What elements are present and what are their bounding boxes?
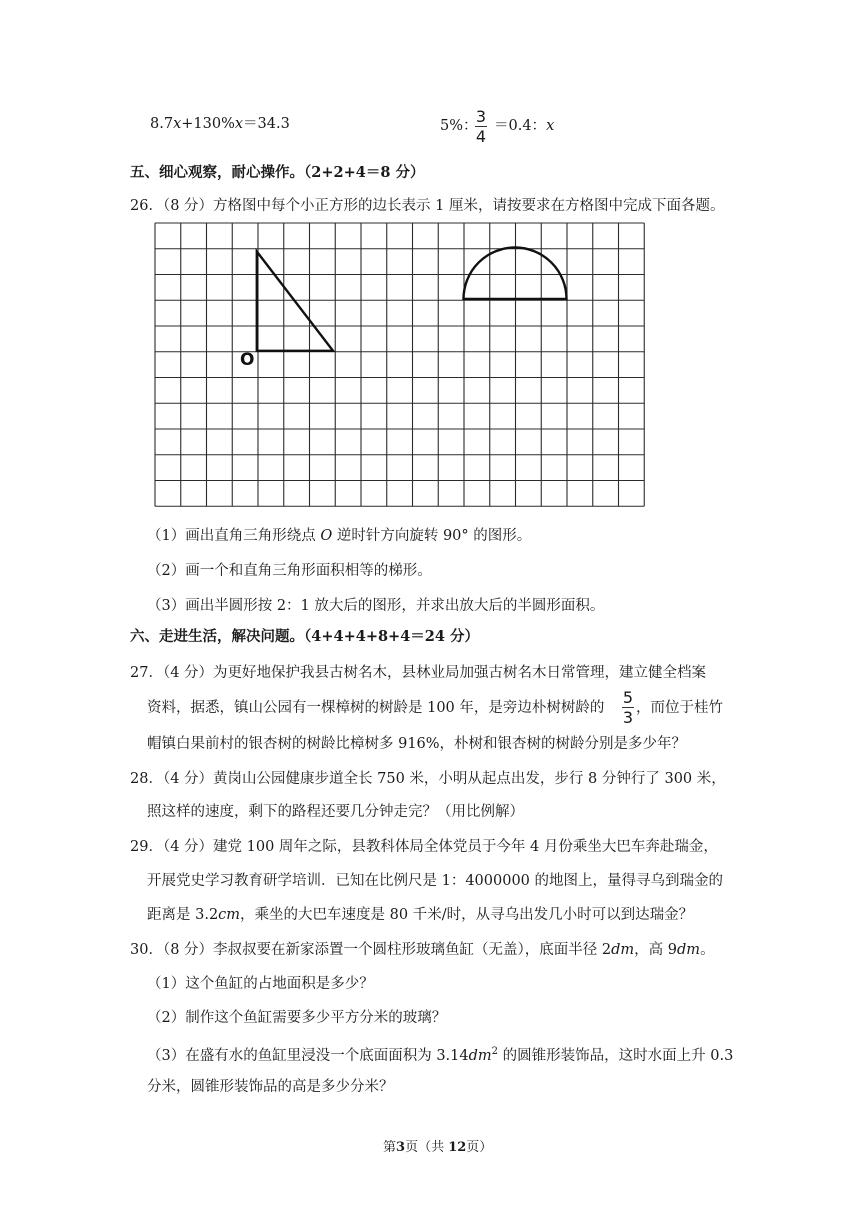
q27-line1: 27．（4 分）为更好地保护我县古树名木，县林业局加强古树名木日常管理，建立健全档案 [130,665,707,681]
section-6-title: 六、走进生活，解决问题。（4+4+4+8+4＝24 分） [130,628,480,645]
equation-1: 8.7x+130%x＝34.3 [150,116,290,132]
q26-sub1: （1）画出直角三角形绕点 O 逆时针方向旋转 90° 的图形。 [147,528,532,544]
q27-line2a: 资料，据悉，镇山公园有一棵樟树的树龄是 100 年，是旁边朴树树龄的 [147,700,605,716]
q30-sub3-cont: 分米，圆锥形装饰品的高是多少分米？ [147,1079,394,1095]
q27-fraction: 5 3 [622,688,634,727]
right-triangle [257,252,333,351]
q26-sub2: （2）画一个和直角三角形面积相等的梯形。 [147,563,432,579]
q30-line1: 30．（8 分）李叔叔要在新家添置一个圆柱形玻璃鱼缸（无盖），底面半径 2dm，高 9dm。 [130,942,715,958]
question-26-text: 26．（8 分）方格图中每个小正方形的边长表示 1 厘米，请按要求在方格图中完成下面各题。 [130,198,725,214]
page-footer: 第3页（共 12页） [383,1140,493,1155]
q28-line2: 照这样的速度，剩下的路程还要几分钟走完？（用比例解） [147,804,524,820]
q27-line2b: ，而位于桂竹 [636,700,723,716]
equation-2-suffix: ＝0.4：x [494,118,555,134]
origin-label: O [240,350,255,370]
equation-2-prefix: 5%： [440,118,478,134]
q30-sub2: （2）制作这个鱼缸需要多少平方分米的玻璃？ [147,1010,447,1026]
q28-line1: 28．（4 分）黄岗山公园健康步道全长 750 米，小明从起点出发，步行 8 分钟行了 300 米， [130,771,726,787]
section-5-title: 五、细心观察，耐心操作。（2+2+4＝8 分） [130,164,425,181]
q29-line2: 开展党史学习教育研学培训．已知在比例尺是 1：4000000 的地图上，量得寻乌到瑞金的 [147,873,724,889]
q29-line1: 29．（4 分）建党 100 周年之际，县教科体局全体党员于今年 4 月份乘坐大巴车奔赴瑞金， [130,839,718,855]
equation-2-fraction: 3 4 [475,107,487,146]
square-grid [155,223,644,506]
q29-line3: 距离是 3.2cm，乘坐的大巴车速度是 80 千米/时，从寻乌出发几小时可以到达瑞金？ [147,907,694,923]
q30-sub1: （1）这个鱼缸的占地面积是多少？ [147,976,374,992]
q30-sub3: （3）在盛有水的鱼缸里浸没一个底面面积为 $3.14dm^2$ 的圆锥形装饰品，这时水面上升 0.3 [147,1046,734,1064]
q27-line3: 帽镇白果前村的银杏树的树龄比樟树多 916%，朴树和银杏树的树龄分别是多少年？ [147,736,687,752]
grid-figure [150,218,650,513]
q26-sub3: （3）画出半圆形按 2：1 放大后的图形，并求出放大后的半圆形面积。 [147,598,605,614]
